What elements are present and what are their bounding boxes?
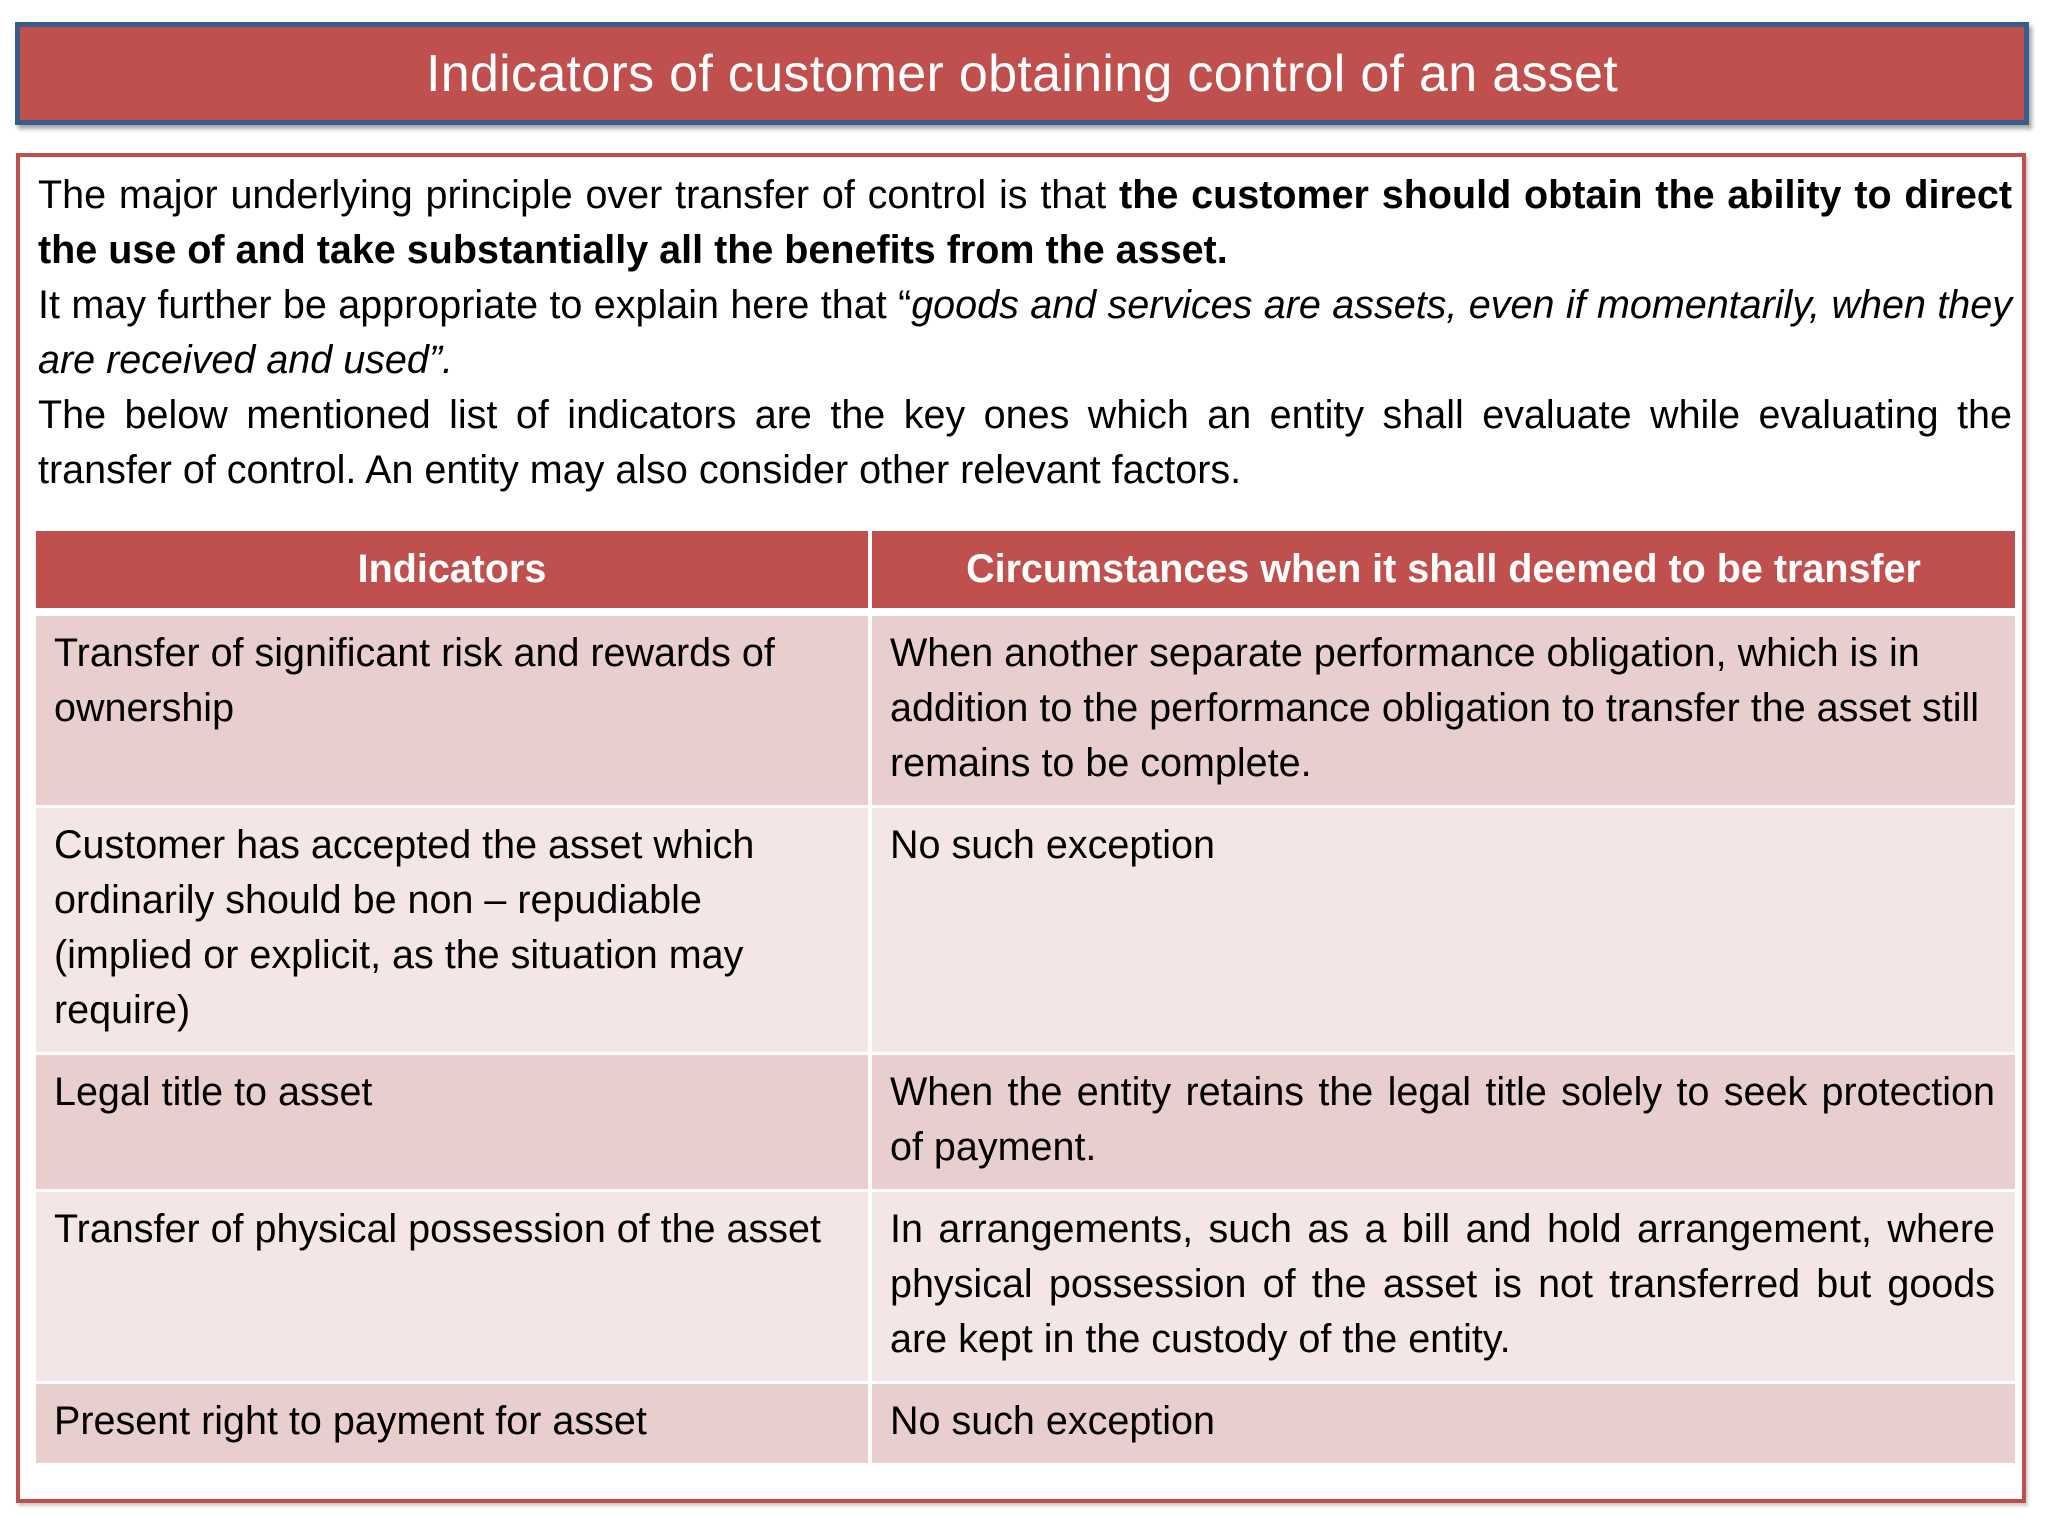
circumstance-cell: In arrangements, such as a bill and hold arrangement, where physical possession of the asset is not transferred but goods are kept in the custody of the entity.	[870, 1191, 2015, 1383]
header-circumstances: Circumstances when it shall deemed to be transfer	[870, 531, 2015, 612]
indicator-cell: Present right to payment for asset	[36, 1383, 870, 1465]
intro-p1-bold: the customer should obtain the ability to direct the use of and take substantially all the benefits from the asset.	[38, 173, 2012, 272]
indicators-table	[36, 531, 2015, 1466]
circumstance-cell: No such exception	[870, 1383, 2015, 1465]
intro-p2-normal: It may further be appropriate to explain here that “	[38, 283, 912, 327]
intro-paragraph-1	[38, 168, 2012, 278]
intro-text	[38, 168, 2012, 498]
intro-paragraph-3: The below mentioned list of indicators are the key ones which an entity shall evaluate while evaluating the transfer of control. An entity may also consider other relevant factors.	[38, 393, 2012, 492]
intro-paragraph-2	[38, 278, 2012, 388]
indicator-cell: Legal title to asset	[36, 1054, 870, 1191]
indicator-cell: Transfer of physical possession of the asset	[36, 1191, 870, 1383]
circumstance-cell: When another separate performance obligation, which is in addition to the performance obligation to transfer the asset still remains to be complete.	[870, 612, 2015, 807]
table-row	[36, 1191, 2015, 1383]
table-row	[36, 1054, 2015, 1191]
intro-p2-italic: goods and services are assets, even if momentarily, when they are received and used”.	[38, 283, 2012, 382]
title-bar	[15, 22, 2029, 125]
intro-p1-normal: The major underlying principle over transfer of control is that	[38, 173, 1120, 217]
table-row	[36, 612, 2015, 807]
circumstance-cell: When the entity retains the legal title solely to seek protection of payment.	[870, 1054, 2015, 1191]
header-indicators: Indicators	[36, 531, 870, 612]
table-row	[36, 1383, 2015, 1465]
table-row	[36, 807, 2015, 1054]
page-title: Indicators of customer obtaining control of an asset	[425, 44, 1619, 103]
table-header-row	[36, 531, 2015, 612]
indicator-cell: Customer has accepted the asset which ordinarily should be non – repudiable (implied or explicit, as the situation may require)	[36, 807, 870, 1054]
indicator-cell: Transfer of significant risk and rewards of ownership	[36, 612, 870, 807]
circumstance-cell: No such exception	[870, 807, 2015, 1054]
